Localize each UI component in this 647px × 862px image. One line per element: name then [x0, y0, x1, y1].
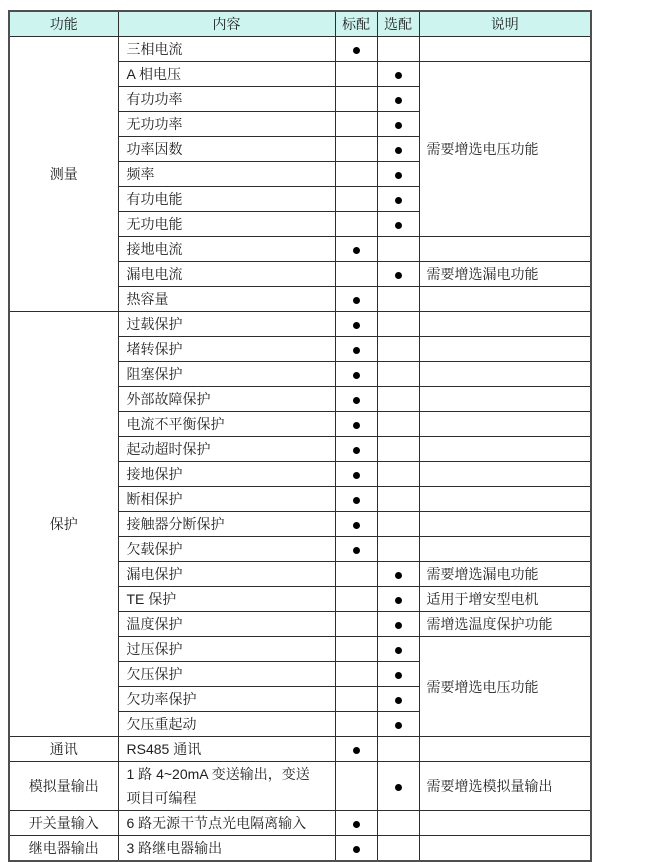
content-cell: 6 路无源干节点光电隔离输入 — [118, 811, 335, 836]
content-cell: RS485 通讯 — [118, 737, 335, 762]
optional-mark-cell — [377, 212, 419, 237]
content-cell: 过载保护 — [118, 312, 335, 337]
content-cell: 漏电保护 — [118, 562, 335, 587]
description-cell — [419, 287, 591, 312]
description-cell: 需要增选模拟量输出 — [419, 762, 591, 811]
standard-mark-cell — [335, 337, 377, 362]
standard-dot-icon — [353, 347, 360, 354]
standard-mark-cell — [335, 836, 377, 862]
optional-dot-icon — [395, 147, 402, 154]
content-cell: 电流不平衡保护 — [118, 412, 335, 437]
optional-mark-cell — [377, 512, 419, 537]
content-cell: 外部故障保护 — [118, 387, 335, 412]
optional-dot-icon — [395, 197, 402, 204]
description-cell — [419, 387, 591, 412]
optional-mark-cell — [377, 462, 419, 487]
header-row — [9, 11, 591, 37]
description-cell — [419, 737, 591, 762]
standard-mark-cell — [335, 387, 377, 412]
content-cell: 接地保护 — [118, 462, 335, 487]
content-cell: 欠功率保护 — [118, 687, 335, 712]
table-row — [9, 836, 591, 862]
optional-dot-icon — [395, 672, 402, 679]
description-cell — [419, 537, 591, 562]
description-cell — [419, 312, 591, 337]
optional-mark-cell — [377, 811, 419, 836]
optional-mark-cell — [377, 87, 419, 112]
table-row — [9, 811, 591, 836]
standard-mark-cell — [335, 412, 377, 437]
content-cell: 有功功率 — [118, 87, 335, 112]
content-cell: 欠载保护 — [118, 537, 335, 562]
optional-dot-icon — [395, 597, 402, 604]
optional-mark-cell — [377, 62, 419, 87]
standard-mark-cell — [335, 637, 377, 662]
group-cell-switch-input: 开关量输入 — [9, 811, 118, 836]
standard-mark-cell — [335, 487, 377, 512]
standard-dot-icon — [353, 472, 360, 479]
standard-dot-icon — [353, 297, 360, 304]
optional-mark-cell — [377, 387, 419, 412]
optional-mark-cell — [377, 37, 419, 62]
optional-dot-icon — [395, 784, 402, 791]
description-cell — [419, 237, 591, 262]
description-cell — [419, 437, 591, 462]
group-cell-analog-output: 模拟量输出 — [9, 762, 118, 811]
group-cell-protection: 保护 — [9, 312, 118, 737]
standard-dot-icon — [353, 372, 360, 379]
standard-mark-cell — [335, 312, 377, 337]
optional-dot-icon — [395, 272, 402, 279]
description-cell: 适用于增安型电机 — [419, 587, 591, 612]
standard-dot-icon — [353, 846, 360, 853]
optional-mark-cell — [377, 137, 419, 162]
standard-mark-cell — [335, 112, 377, 137]
standard-dot-icon — [353, 47, 360, 54]
table-header — [9, 11, 591, 37]
description-cell: 需增选温度保护功能 — [419, 612, 591, 637]
optional-mark-cell — [377, 337, 419, 362]
group-cell-relay-output: 继电器输出 — [9, 836, 118, 862]
standard-mark-cell — [335, 362, 377, 387]
standard-mark-cell — [335, 512, 377, 537]
standard-dot-icon — [353, 522, 360, 529]
content-cell: 过压保护 — [118, 637, 335, 662]
standard-dot-icon — [353, 547, 360, 554]
content-cell: 3 路继电器输出 — [118, 836, 335, 862]
table-row — [9, 737, 591, 762]
content-cell: A 相电压 — [118, 62, 335, 87]
content-cell: 1 路 4~20mA 变送输出，变送项目可编程 — [118, 762, 335, 811]
optional-mark-cell — [377, 587, 419, 612]
standard-dot-icon — [353, 497, 360, 504]
content-cell: 阻塞保护 — [118, 362, 335, 387]
content-cell: 热容量 — [118, 287, 335, 312]
standard-mark-cell — [335, 762, 377, 811]
optional-mark-cell — [377, 612, 419, 637]
description-cell — [419, 487, 591, 512]
table-row — [9, 37, 591, 62]
group-cell-measurement: 测量 — [9, 37, 118, 312]
optional-mark-cell — [377, 662, 419, 687]
optional-mark-cell — [377, 237, 419, 262]
group-cell-communication: 通讯 — [9, 737, 118, 762]
content-cell: 温度保护 — [118, 612, 335, 637]
table-row — [9, 312, 591, 337]
standard-mark-cell — [335, 62, 377, 87]
optional-dot-icon — [395, 72, 402, 79]
standard-dot-icon — [353, 747, 360, 754]
optional-dot-icon — [395, 622, 402, 629]
standard-dot-icon — [353, 821, 360, 828]
standard-mark-cell — [335, 212, 377, 237]
standard-dot-icon — [353, 322, 360, 329]
content-cell: 接地电流 — [118, 237, 335, 262]
description-cell — [419, 337, 591, 362]
optional-mark-cell — [377, 712, 419, 737]
content-cell: 欠压保护 — [118, 662, 335, 687]
content-cell: 接触器分断保护 — [118, 512, 335, 537]
optional-mark-cell — [377, 836, 419, 862]
optional-mark-cell — [377, 262, 419, 287]
description-cell — [419, 362, 591, 387]
description-cell: 需要增选漏电功能 — [419, 262, 591, 287]
standard-mark-cell — [335, 87, 377, 112]
col-header-function: 功能 — [9, 11, 118, 37]
optional-mark-cell — [377, 737, 419, 762]
content-cell: 频率 — [118, 162, 335, 187]
optional-dot-icon — [395, 572, 402, 579]
description-cell: 需要增选电压功能 — [419, 637, 591, 737]
standard-mark-cell — [335, 237, 377, 262]
content-cell: 有功电能 — [118, 187, 335, 212]
content-cell: 漏电电流 — [118, 262, 335, 287]
optional-dot-icon — [395, 222, 402, 229]
description-cell: 需要增选漏电功能 — [419, 562, 591, 587]
table-row — [9, 762, 591, 811]
optional-mark-cell — [377, 112, 419, 137]
standard-mark-cell — [335, 287, 377, 312]
spec-table — [8, 10, 592, 862]
standard-mark-cell — [335, 811, 377, 836]
description-cell — [419, 37, 591, 62]
standard-mark-cell — [335, 662, 377, 687]
optional-dot-icon — [395, 722, 402, 729]
optional-dot-icon — [395, 697, 402, 704]
table-body — [9, 37, 591, 862]
description-cell — [419, 512, 591, 537]
content-cell: 起动超时保护 — [118, 437, 335, 462]
standard-mark-cell — [335, 562, 377, 587]
standard-mark-cell — [335, 462, 377, 487]
description-cell — [419, 412, 591, 437]
standard-mark-cell — [335, 537, 377, 562]
optional-mark-cell — [377, 637, 419, 662]
optional-mark-cell — [377, 762, 419, 811]
optional-mark-cell — [377, 562, 419, 587]
standard-mark-cell — [335, 137, 377, 162]
content-cell: 欠压重起动 — [118, 712, 335, 737]
optional-mark-cell — [377, 537, 419, 562]
optional-mark-cell — [377, 362, 419, 387]
optional-mark-cell — [377, 287, 419, 312]
standard-dot-icon — [353, 397, 360, 404]
standard-mark-cell — [335, 262, 377, 287]
optional-dot-icon — [395, 647, 402, 654]
col-header-optional: 选配 — [377, 11, 419, 37]
standard-mark-cell — [335, 687, 377, 712]
optional-mark-cell — [377, 687, 419, 712]
standard-mark-cell — [335, 37, 377, 62]
standard-dot-icon — [353, 247, 360, 254]
content-cell: 功率因数 — [118, 137, 335, 162]
standard-dot-icon — [353, 447, 360, 454]
col-header-content: 内容 — [118, 11, 335, 37]
content-cell: 三相电流 — [118, 37, 335, 62]
optional-mark-cell — [377, 162, 419, 187]
optional-mark-cell — [377, 312, 419, 337]
standard-mark-cell — [335, 737, 377, 762]
content-cell: 无功功率 — [118, 112, 335, 137]
standard-mark-cell — [335, 612, 377, 637]
description-cell — [419, 811, 591, 836]
standard-mark-cell — [335, 587, 377, 612]
description-cell — [419, 462, 591, 487]
standard-mark-cell — [335, 162, 377, 187]
optional-dot-icon — [395, 172, 402, 179]
content-cell: 断相保护 — [118, 487, 335, 512]
standard-mark-cell — [335, 712, 377, 737]
standard-dot-icon — [353, 422, 360, 429]
optional-dot-icon — [395, 97, 402, 104]
standard-mark-cell — [335, 187, 377, 212]
col-header-standard: 标配 — [335, 11, 377, 37]
content-cell: TE 保护 — [118, 587, 335, 612]
optional-mark-cell — [377, 187, 419, 212]
optional-mark-cell — [377, 437, 419, 462]
optional-dot-icon — [395, 122, 402, 129]
description-cell: 需要增选电压功能 — [419, 62, 591, 237]
description-cell — [419, 836, 591, 862]
standard-mark-cell — [335, 437, 377, 462]
content-cell: 堵转保护 — [118, 337, 335, 362]
optional-mark-cell — [377, 487, 419, 512]
content-cell: 无功电能 — [118, 212, 335, 237]
col-header-description: 说明 — [419, 11, 591, 37]
optional-mark-cell — [377, 412, 419, 437]
